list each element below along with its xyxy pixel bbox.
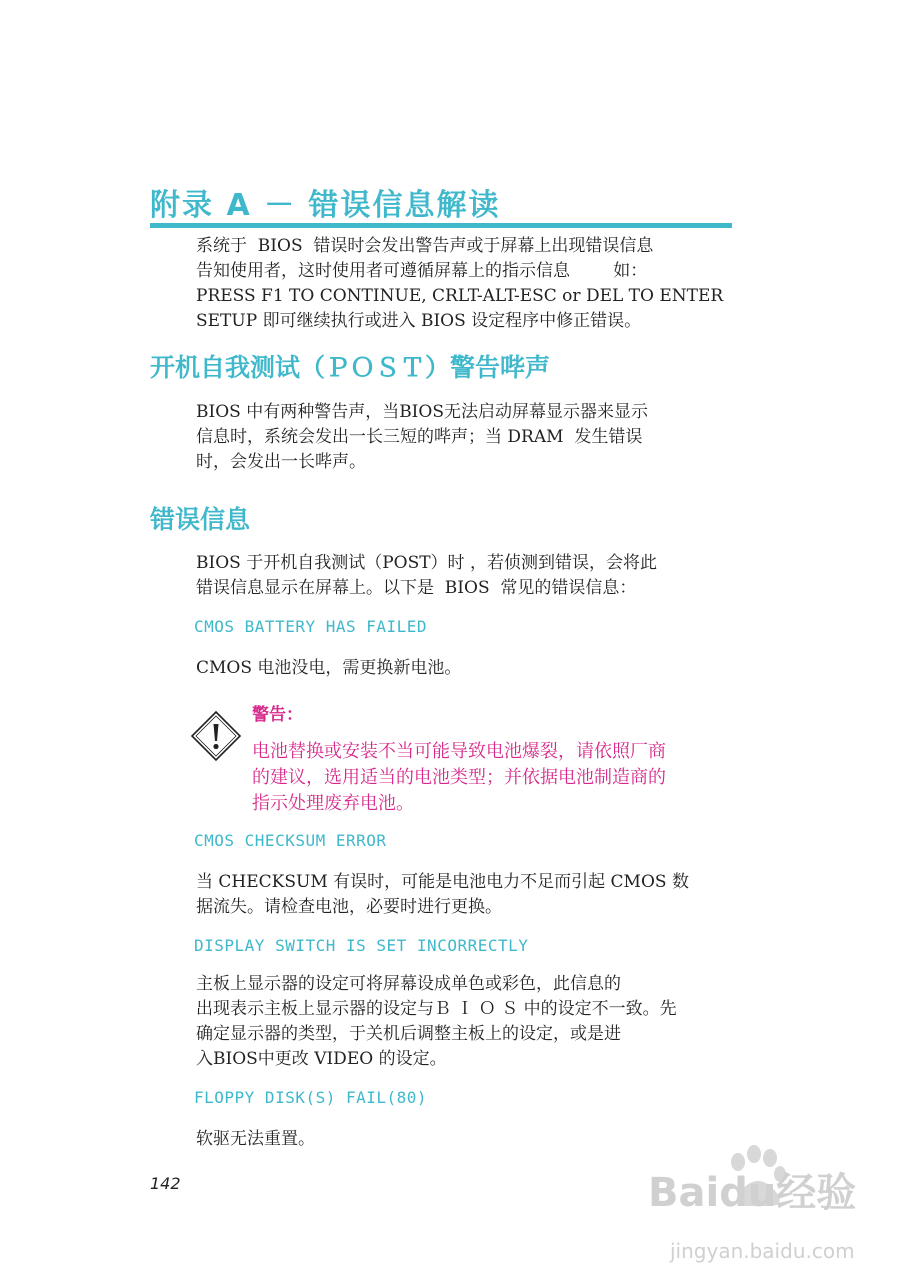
warning-line: 指示处理废弃电池。	[252, 793, 414, 814]
watermark-url: jingyan.baidu.com	[670, 1239, 855, 1263]
error-description	[196, 870, 736, 920]
error-description	[196, 656, 736, 681]
error-intro-paragraph	[196, 551, 736, 601]
post-line: BIOS 中有两种警告声，当BIOS无法启动屏幕显示器来显示	[196, 402, 648, 422]
post-section-heading: 开机自我测试（ＰＯＳＴ）警告哔声	[150, 353, 551, 382]
intro-line: 系统于 BIOS 错误时会发出警告声或于屏幕上出现错误信息	[196, 236, 654, 256]
error-section-heading: 错误信息	[150, 505, 251, 534]
error-description-line: 软驱无法重置。	[196, 1129, 315, 1149]
error-code: CMOS BATTERY HAS FAILED	[194, 617, 428, 636]
page-number: 142	[150, 1174, 181, 1193]
warning-diamond-icon	[190, 710, 242, 762]
intro-line: PRESS F1 TO CONTINUE, CRLT-ALT-ESC or DEL TO ENTER	[196, 286, 724, 306]
page-title: 附录 A － 错误信息解读	[150, 188, 501, 223]
error-intro-line: 错误信息显示在屏幕上。以下是 BIOS 常见的错误信息：	[196, 578, 637, 598]
error-description-line: 当 CHECKSUM 有误时，可能是电池电力不足而引起 CMOS 数	[196, 872, 689, 892]
watermark-brand: Baidu经验	[648, 1170, 857, 1216]
error-description-line: CMOS 电池没电，需更换新电池。	[196, 658, 462, 678]
error-code: FLOPPY DISK(S) FAIL(80)	[194, 1088, 428, 1107]
intro-paragraph	[196, 234, 736, 334]
error-description	[196, 972, 736, 1072]
error-description-line: 入BIOS中更改 VIDEO 的设定。	[196, 1049, 447, 1069]
post-paragraph	[196, 400, 736, 475]
warning-text	[252, 739, 742, 817]
title-rule	[150, 223, 732, 228]
intro-line: SETUP 即可继续执行或进入 BIOS 设定程序中修正错误。	[196, 311, 642, 331]
baidu-watermark-logo	[640, 1140, 870, 1270]
warning-line: 的建议，选用适当的电池类型；并依据电池制造商的	[252, 767, 666, 788]
post-line: 时，会发出一长哔声。	[196, 452, 366, 472]
error-description-line: 据流失。请检查电池，必要时进行更换。	[196, 897, 502, 917]
error-code: DISPLAY SWITCH IS SET INCORRECTLY	[194, 936, 529, 955]
error-description-line: 主板上显示器的设定可将屏幕设成单色或彩色，此信息的	[196, 974, 621, 994]
warning-line: 电池替换或安装不当可能导致电池爆裂，请依照厂商	[252, 741, 666, 762]
warning-title: 警告：	[252, 705, 303, 725]
intro-line: 告知使用者，这时使用者可遵循屏幕上的指示信息 如：	[196, 261, 648, 281]
error-description-line: 出现表示主板上显示器的设定与Ｂ Ｉ Ｏ Ｓ 中的设定不一致。先	[196, 999, 677, 1019]
post-line: 信息时，系统会发出一长三短的哔声；当 DRAM 发生错误	[196, 427, 643, 447]
error-code: CMOS CHECKSUM ERROR	[194, 831, 387, 850]
error-intro-line: BIOS 于开机自我测试（POST）时 ，若侦测到错误，会将此	[196, 553, 657, 573]
error-description-line: 确定显示器的类型，于关机后调整主板上的设定，或是进	[196, 1024, 621, 1044]
